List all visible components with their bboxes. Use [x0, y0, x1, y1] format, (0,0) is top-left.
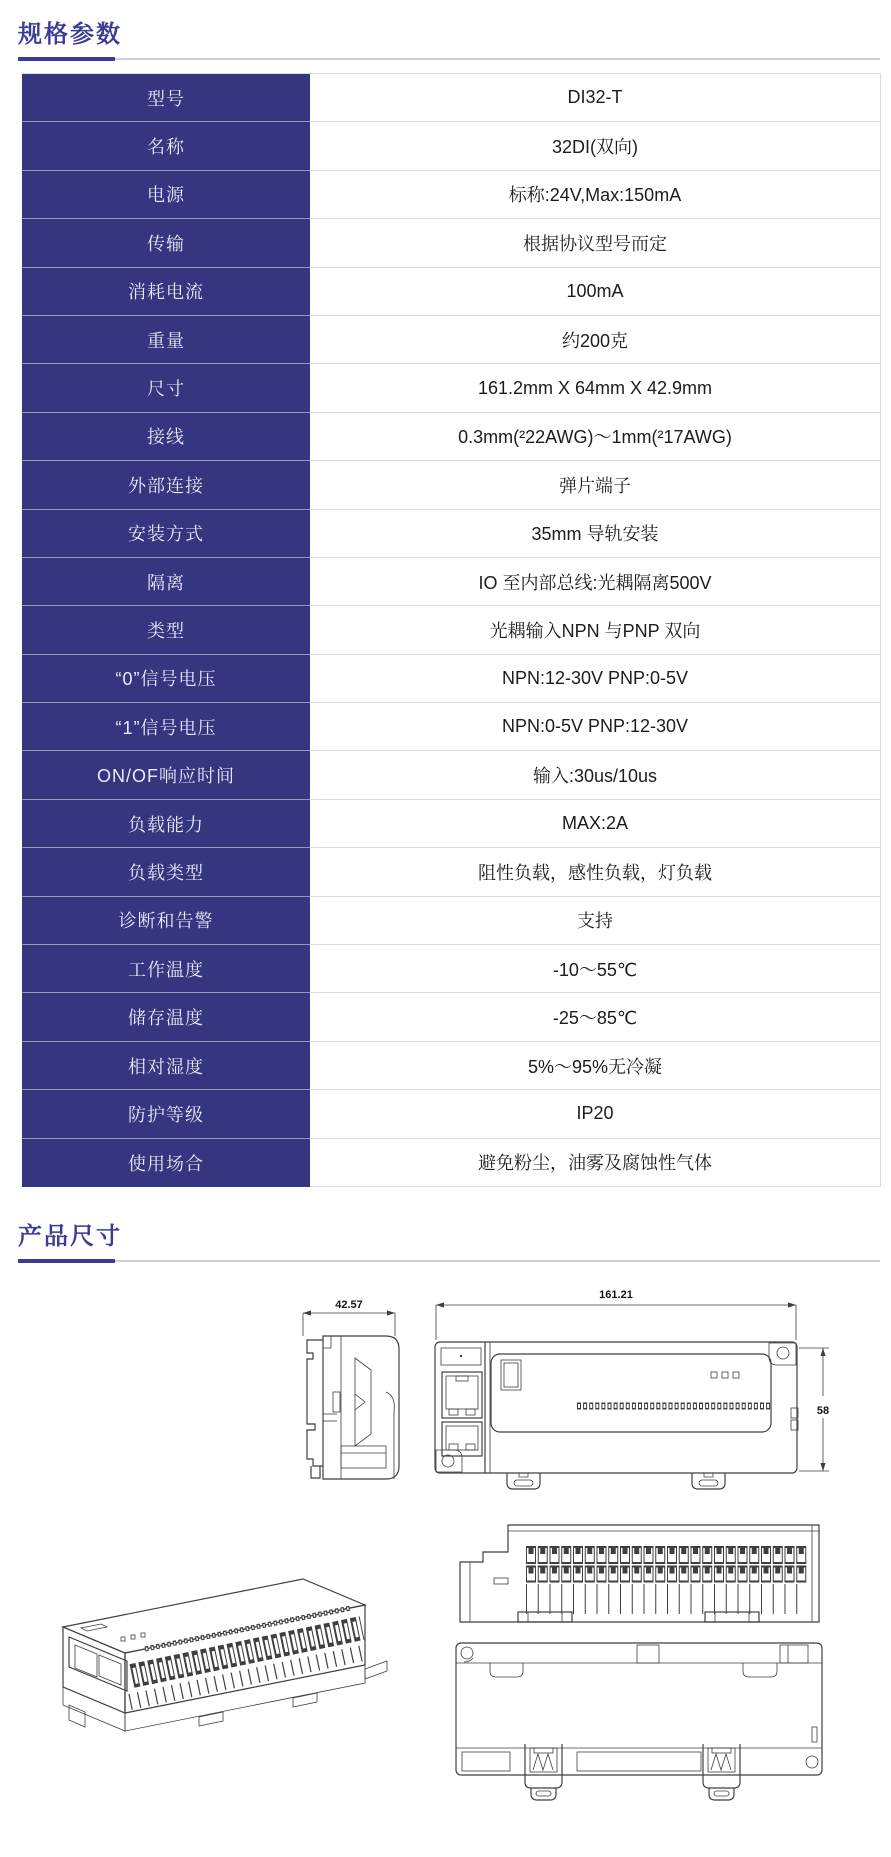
spec-label: 隔离 [22, 558, 310, 606]
spec-table [22, 73, 881, 1187]
isometric-view-drawing [35, 1565, 435, 1800]
spec-row [22, 316, 881, 364]
spec-row [22, 74, 881, 122]
spec-row [22, 558, 881, 606]
status-led-indicators [711, 1372, 739, 1378]
spec-row [22, 703, 881, 751]
specs-section-title: 规格参数 [18, 21, 122, 48]
spec-label: 传输 [22, 219, 310, 267]
spec-value: 避免粉尘，油雾及腐蚀性气体 [310, 1139, 881, 1187]
side-view-drawing [293, 1296, 405, 1488]
spec-label: 安装方式 [22, 510, 310, 558]
dimensions-title-rule-accent [18, 1259, 115, 1263]
spec-row [22, 945, 881, 993]
terminal-row [526, 1571, 808, 1575]
spec-row [22, 751, 881, 799]
spec-row [22, 1090, 881, 1138]
din-rail-clip [703, 1744, 740, 1800]
spec-row [22, 510, 881, 558]
spec-value: MAX:2A [310, 800, 881, 848]
spec-value: 支持 [310, 897, 881, 945]
spec-value: IP20 [310, 1090, 881, 1138]
spec-row [22, 606, 881, 654]
rj45-end-block [69, 1637, 127, 1691]
spec-row [22, 268, 881, 316]
front-view-drawing [425, 1288, 837, 1500]
spec-value: 输入:30us/10us [310, 751, 881, 799]
spec-value: 0.3mm(²22AWG)～1mm(²17AWG) [310, 413, 881, 461]
dimension-label-height: 58 [816, 1405, 830, 1417]
spec-label: 电源 [22, 171, 310, 219]
spec-value: 35mm 导轨安装 [310, 510, 881, 558]
spec-row [22, 655, 881, 703]
front-panel [491, 1354, 771, 1432]
spec-row [22, 897, 881, 945]
spec-value: 光耦输入NPN 与PNP 双向 [310, 606, 881, 654]
specs-title-rule [18, 58, 880, 60]
spec-label: 工作温度 [22, 945, 310, 993]
spec-label: 尺寸 [22, 364, 310, 412]
din-mount-tab [692, 1473, 725, 1489]
spec-label: 相对湿度 [22, 1042, 310, 1090]
spec-row [22, 461, 881, 509]
spec-label: 重量 [22, 316, 310, 364]
spec-value: 5%～95%无冷凝 [310, 1042, 881, 1090]
spec-label: 防护等级 [22, 1090, 310, 1138]
spec-value: 100mA [310, 268, 881, 316]
spec-label: 诊断和告警 [22, 897, 310, 945]
spec-label: “1”信号电压 [22, 703, 310, 751]
spec-label: 消耗电流 [22, 268, 310, 316]
spec-value: NPN:12-30V PNP:0-5V [310, 655, 881, 703]
spec-row [22, 1139, 881, 1187]
spec-label: 名称 [22, 122, 310, 170]
din-mount-tab [507, 1473, 540, 1489]
spec-value: 阻性负载，感性负载，灯负载 [310, 848, 881, 896]
spec-label: 负载类型 [22, 848, 310, 896]
dimension-label-width: 161.21 [599, 1289, 633, 1301]
din-rail-bracket [307, 1340, 323, 1466]
spec-row [22, 219, 881, 267]
spec-label: 接线 [22, 413, 310, 461]
terminal-strip [130, 1628, 363, 1702]
spec-value: -10～55℃ [310, 945, 881, 993]
bottom-view-drawing [450, 1636, 830, 1804]
dimensions-title-rule [18, 1260, 880, 1262]
spec-row [22, 413, 881, 461]
rj45-port [442, 1422, 482, 1456]
din-rail-clip [525, 1744, 562, 1800]
spec-value: IO 至内部总线:光耦隔离500V [310, 558, 881, 606]
spec-value: NPN:0-5V PNP:12-30V [310, 703, 881, 751]
spec-value: 32DI(双向) [310, 122, 881, 170]
spec-value: DI32-T [310, 74, 881, 122]
spec-row [22, 800, 881, 848]
rj45-port [442, 1372, 482, 1418]
top-view-drawing [450, 1518, 828, 1628]
spec-label: 储存温度 [22, 993, 310, 1041]
spec-label: “0”信号电压 [22, 655, 310, 703]
spec-row [22, 364, 881, 412]
spec-value: 约200克 [310, 316, 881, 364]
spec-row [22, 848, 881, 896]
spec-value: 161.2mm X 64mm X 42.9mm [310, 364, 881, 412]
spec-row [22, 122, 881, 170]
dimensions-section-title: 产品尺寸 [18, 1223, 122, 1250]
spec-label: 型号 [22, 74, 310, 122]
terminal-row [526, 1551, 808, 1555]
spec-label: 外部连接 [22, 461, 310, 509]
spec-row [22, 171, 881, 219]
spec-value: 根据协议型号而定 [310, 219, 881, 267]
specs-title-rule-accent [18, 57, 115, 61]
spec-label: ON/OF响应时间 [22, 751, 310, 799]
spec-label: 负载能力 [22, 800, 310, 848]
spec-value: 标称:24V,Max:150mA [310, 171, 881, 219]
spec-label: 使用场合 [22, 1139, 310, 1187]
spec-value: 弹片端子 [310, 461, 881, 509]
dimension-label-depth: 42.57 [335, 1299, 363, 1311]
spec-row [22, 1042, 881, 1090]
spec-value: -25～85℃ [310, 993, 881, 1041]
spec-label: 类型 [22, 606, 310, 654]
spec-row [22, 993, 881, 1041]
